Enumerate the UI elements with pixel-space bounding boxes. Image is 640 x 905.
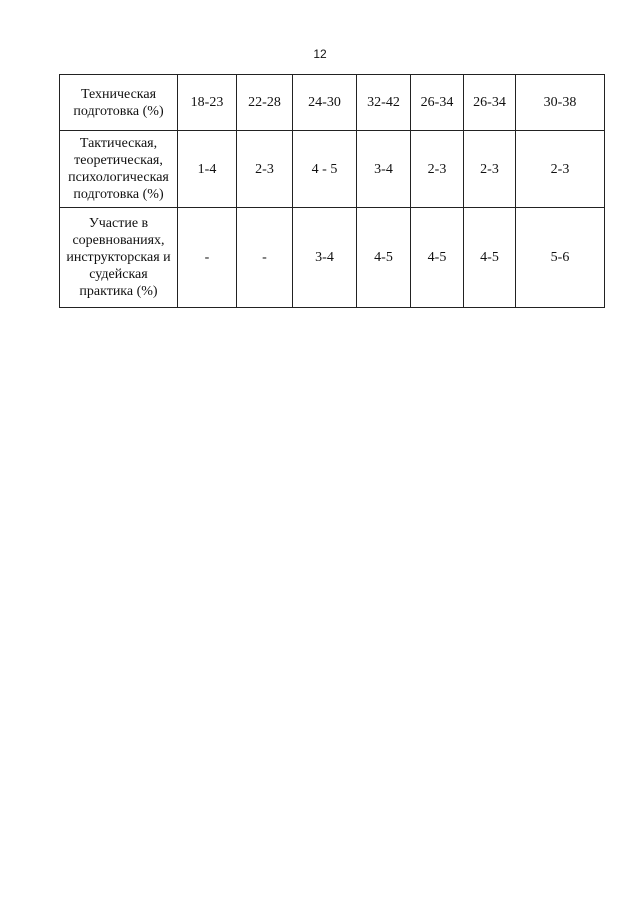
- table-cell: 18-23: [178, 75, 237, 131]
- training-table: [59, 74, 605, 308]
- table-cell: 22-28: [237, 75, 293, 131]
- table-row: [60, 75, 605, 131]
- table-cell: 32-42: [357, 75, 411, 131]
- label-line: Техническая: [80, 86, 157, 102]
- table-cell: 30-38: [516, 75, 605, 131]
- label-line: теоретическая,: [74, 153, 163, 168]
- label-line: Тактическая,: [79, 136, 158, 151]
- label-line: подготовка (%): [73, 187, 164, 202]
- table-cell: 26-34: [411, 75, 464, 131]
- label-line: инструкторская и: [66, 250, 171, 265]
- table-cell: 24-30: [293, 75, 357, 131]
- page-number: 12: [313, 47, 327, 61]
- table-cell: 4-5: [357, 208, 411, 308]
- row-label-cell: [60, 75, 178, 131]
- row-label-cell: [60, 208, 178, 308]
- label-line: судейская: [89, 267, 148, 282]
- table-cell: -: [237, 208, 293, 308]
- table-cell: 4-5: [464, 208, 516, 308]
- table-row: [60, 131, 605, 208]
- label-line: практика (%): [79, 284, 158, 299]
- label-line: подготовка (%): [73, 103, 164, 119]
- label-line: психологическая: [68, 170, 169, 185]
- table-cell: -: [178, 208, 237, 308]
- table-row: [60, 208, 605, 308]
- table-cell: 3-4: [357, 131, 411, 208]
- table-cell: 1-4: [178, 131, 237, 208]
- table-cell: 3-4: [293, 208, 357, 308]
- table-cell: 4-5: [411, 208, 464, 308]
- table-cell: 5-6: [516, 208, 605, 308]
- table-cell: 2-3: [237, 131, 293, 208]
- table-cell: 2-3: [411, 131, 464, 208]
- table-cell: 2-3: [464, 131, 516, 208]
- table-cell: 4 - 5: [293, 131, 357, 208]
- label-line: Участие в: [88, 216, 149, 231]
- row-label-cell: [60, 131, 178, 208]
- table-cell: 2-3: [516, 131, 605, 208]
- table-cell: 26-34: [464, 75, 516, 131]
- label-line: соревнованиях,: [72, 233, 165, 248]
